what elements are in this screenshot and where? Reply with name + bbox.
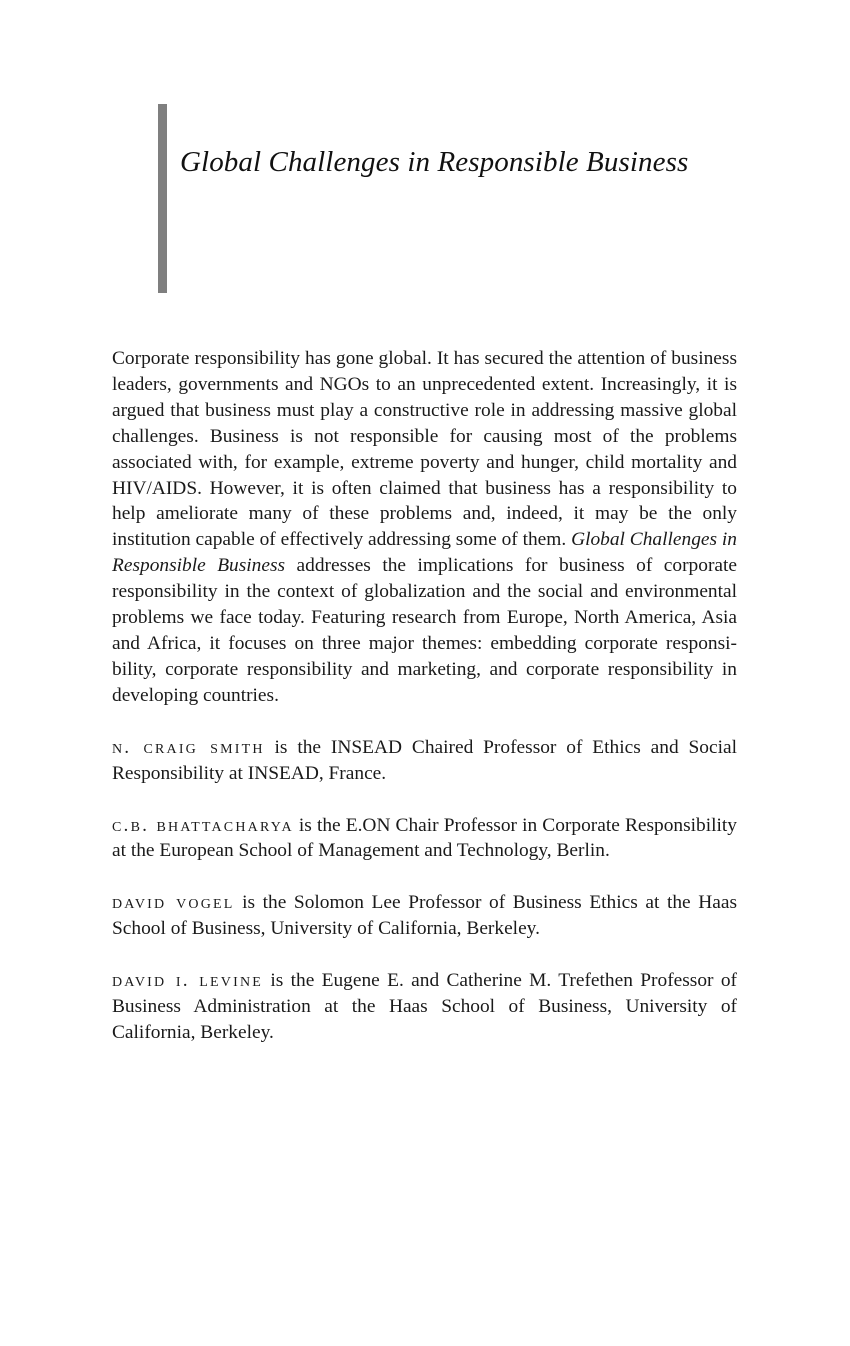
title-accent-bar — [158, 104, 167, 293]
author-name: c.b. bhattacharya — [112, 814, 294, 836]
author-bio-text: is the E.ON Chair Professor in Corporate Responsibility at the European School of Management and Technology, Berlin. — [112, 814, 737, 862]
book-title: Global Challenges in Responsible Business — [180, 146, 689, 178]
description-text-2: addresses the implications for business of corporate responsibility in the context of globalization and the social and environmental problems we face today. Featuring research from Europe, North America, Asia and Africa, it focuses on three major themes: embedding corporate responsibility, corporate responsibility and marketing, and corporate responsibility in developing countries. — [112, 555, 737, 706]
author-bio-text: is the INSEAD Chaired Professor of Ethics and Social Responsibility at INSEAD, France. — [112, 736, 737, 784]
author-bio — [112, 735, 737, 787]
author-bio-text: is the Solomon Lee Professor of Business Ethics at the Haas School of Business, University of California, Berkeley. — [112, 892, 738, 940]
author-bio — [112, 968, 737, 1046]
author-bio — [112, 813, 737, 865]
author-name: david vogel — [112, 892, 235, 914]
page-content — [112, 346, 737, 1072]
author-bio — [112, 890, 737, 942]
description-text-1: Corporate responsibility has gone global. It has secured the attention of business leaders, governments and NGOs to an unprecedented extent. Increasingly, it is argued that business must play a constructive role in addressing massive global challenges. Business is not responsible for causing most of the problems associated with, for example, extreme poverty and hunger, child mortality and HIV/AIDS. However, it is often claimed that business has a responsibility to help ameliorate many of these problems and, indeed, it may be the only institution capable of effectively addressing some of them. — [112, 348, 737, 551]
book-description — [112, 346, 737, 709]
author-name: david i. levine — [112, 970, 264, 992]
author-name: n. craig smith — [112, 736, 265, 758]
description-italic-title: Global Challenges in Responsible Business — [112, 529, 737, 577]
author-bio-text: is the Eugene E. and Catherine M. Trefethen Professor of Business Administration at the Haas School of Business, University of California, Berkeley. — [112, 970, 737, 1043]
